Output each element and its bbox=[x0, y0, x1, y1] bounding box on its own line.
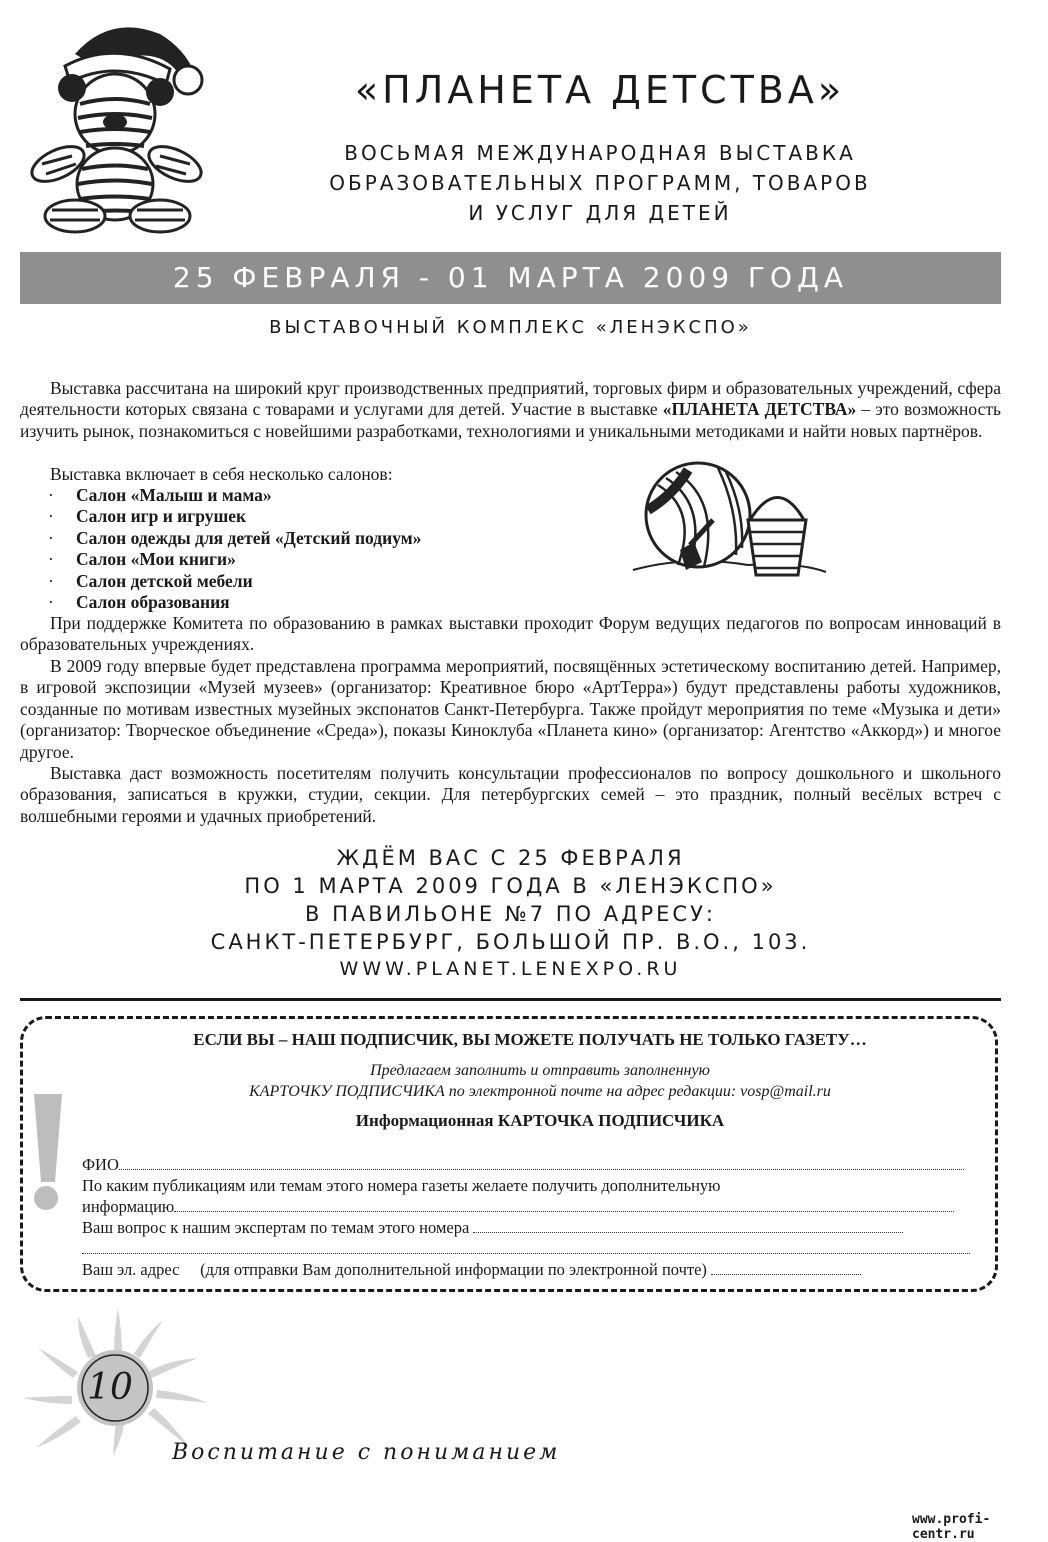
invitation-line: В ПАВИЛЬОНЕ №7 ПО АДРЕСУ: bbox=[305, 902, 716, 926]
paragraph-consultations: Выставка даст возможность посетителям получить консультации профессионалов по вопросу дошкольного и школьного образования, записаться в кружки, студии, секции. Для петербургских семей – это праздник, полный весёлых встреч с волшебными героями и удачных приобретений. bbox=[20, 763, 1001, 826]
paragraph-forum: При поддержке Комитета по образованию в рамках выставки проходит Форум ведущих педагогов по вопросам инноваций в образовательных учреждениях. bbox=[20, 613, 1001, 655]
card-intro-line: КАРТОЧКУ ПОДПИСЧИКА по электронной почте на адрес редакции: vosp@mail.ru bbox=[249, 1083, 831, 1100]
card-intro-line: Предлагаем заполнить и отправить заполненную bbox=[370, 1062, 710, 1079]
exclamation-dot bbox=[34, 1186, 58, 1210]
fio-field[interactable] bbox=[82, 1154, 972, 1175]
intro-text-b: – это возможность изучить рынок, познакомиться с новейшими разработками, технологиями и уникальными методиками и найти новых партнёров. bbox=[20, 399, 1001, 441]
page-number: 10 bbox=[87, 1367, 133, 1408]
invitation-line: САНКТ-ПЕТЕРБУРГ, БОЛЬШОЙ ПР. В.О., 103. bbox=[210, 930, 811, 954]
paragraph-intro bbox=[20, 378, 1001, 442]
email-field[interactable] bbox=[82, 1259, 972, 1280]
teddy-bear-illustration bbox=[20, 14, 210, 234]
email-label: Ваш эл. адрес (для отправки Вам дополнительной информации по электронной почте) bbox=[82, 1260, 707, 1279]
salon-list bbox=[20, 485, 620, 613]
card-title: Информационная КАРТОЧКА ПОДПИСЧИКА bbox=[355, 1111, 725, 1130]
tagline: Воспитание с пониманием bbox=[172, 1440, 561, 1465]
paragraph-program: В 2009 году впервые будет представлена программа мероприятий, посвящённых эстетическому воспитанию детей. Например, в игровой экспозиции «Музей музеев» (организатор: Креативное бюро «АртТерра») будут представлены работы художников, созданные по мотивам известных музейных экспонатов Санкт-Петербурга. Также пройдут мероприятия по теме «Музыка и дети» (организатор: Творческое объединение «Среда»), показы Киноклуба «Планета кино» (организатор: Агентство «Аккорд») и многое другое. bbox=[20, 656, 1001, 762]
event-dates: 25 ФЕВРАЛЯ - 01 МАРТА 2009 ГОДА bbox=[172, 261, 849, 294]
card-intro bbox=[100, 1060, 980, 1102]
list-item: · Салон образования bbox=[20, 592, 620, 613]
intro-text-a: Выставка рассчитана на широкий круг производственных предприятий, торговых фирм и образовательных учреждений, сфера деятельности которых связана с товарами и услугами для детей. Участие в выставке bbox=[20, 378, 1001, 420]
watermark: www.profi-centr.ru bbox=[912, 1512, 991, 1542]
question-label: Ваш вопрос к нашим экспертам по темам этого номера bbox=[82, 1218, 470, 1237]
publications-field[interactable] bbox=[82, 1175, 972, 1217]
list-item: · Салон детской мебели bbox=[20, 571, 620, 592]
card-heading: ЕСЛИ ВЫ – НАШ ПОДПИСЧИК, ВЫ МОЖЕТЕ ПОЛУЧАТЬ НЕ ТОЛЬКО ГАЗЕТУ… bbox=[193, 1030, 867, 1049]
question-field[interactable] bbox=[82, 1217, 972, 1238]
publications-label: По каким публикациям или темам этого номера газеты желаете получить дополнительную bbox=[82, 1176, 721, 1195]
divider bbox=[20, 998, 1001, 1001]
subtitle-line: И УСЛУГ ДЛЯ ДЕТЕЙ bbox=[468, 201, 732, 225]
invitation-line: ЖДЁМ ВАС С 25 ФЕВРАЛЯ bbox=[336, 846, 685, 870]
question-field-cont[interactable] bbox=[82, 1238, 972, 1259]
list-item: · Салон «Малыш и мама» bbox=[20, 485, 620, 506]
subtitle-line: ОБРАЗОВАТЕЛЬНЫХ ПРОГРАММ, ТОВАРОВ bbox=[329, 171, 871, 195]
fio-label: ФИО bbox=[82, 1155, 119, 1174]
beach-ball-illustration bbox=[628, 450, 828, 590]
subtitle bbox=[240, 138, 960, 228]
website-link[interactable]: WWW.PLANET.LENEXPO.RU bbox=[339, 958, 682, 980]
subtitle-line: ВОСЬМАЯ МЕЖДУНАРОДНАЯ ВЫСТАВКА bbox=[344, 141, 856, 165]
venue: ВЫСТАВОЧНЫЙ КОМПЛЕКС «ЛЕНЭКСПО» bbox=[269, 317, 752, 338]
invitation-line: ПО 1 МАРТА 2009 ГОДА В «ЛЕНЭКСПО» bbox=[244, 874, 777, 898]
list-item: · Салон игр и игрушек bbox=[20, 506, 620, 527]
intro-bold: «ПЛАНЕТА ДЕТСТВА» bbox=[662, 399, 857, 420]
publications-label-cont: информацию bbox=[82, 1197, 175, 1216]
list-item: · Салон одежды для детей «Детский подиум» bbox=[20, 528, 620, 549]
page-title: «ПЛАНЕТА ДЕТСТВА» bbox=[354, 68, 846, 112]
list-item: · Салон «Мои книги» bbox=[20, 549, 620, 570]
invitation bbox=[20, 844, 1001, 956]
paragraph-salons-intro: Выставка включает в себя несколько салонов: bbox=[50, 464, 393, 484]
